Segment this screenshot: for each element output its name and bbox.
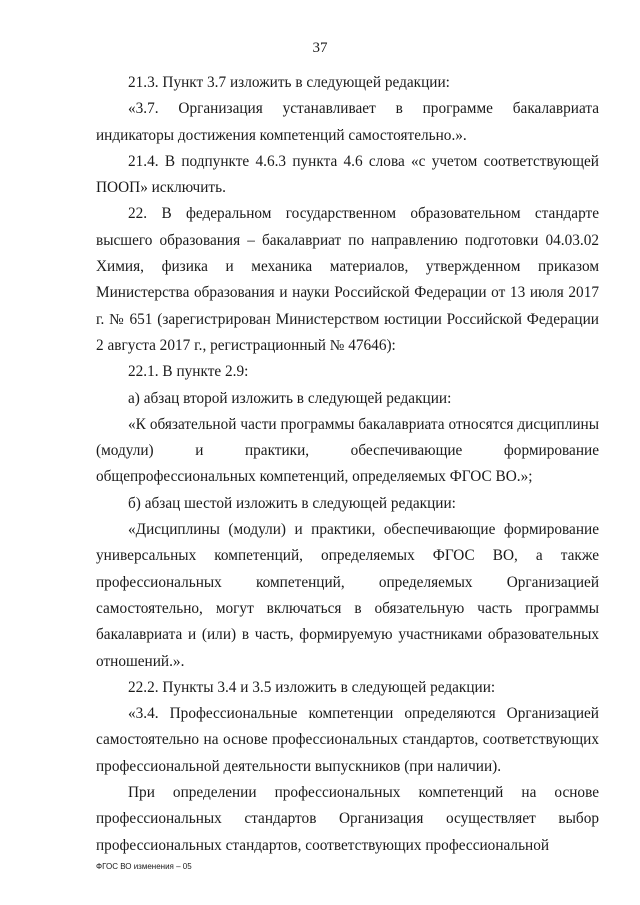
paragraph-21-4: 21.4. В подпункте 4.6.3 пункта 4.6 слова «с учетом соответствующей ПООП» исключить. (96, 152, 599, 197)
paragraph-b: б) абзац шестой изложить в следующей редакции: (128, 494, 456, 512)
paragraph-3-4: «3.4. Профессиональные компетенции определяются Организацией самостоятельно на основе профессиональных стандартов, соответствующих профессиональной деятельности выпускников (при наличии). (96, 705, 599, 775)
paragraph-pri-opredelenii: При определении профессиональных компетенций на основе профессиональных стандартов Организация осуществляет выбор профессиональных стандартов, соответствующих профессиональной (96, 784, 599, 854)
paragraph-a: а) абзац второй изложить в следующей редакции: (128, 389, 452, 407)
document-body (96, 70, 599, 859)
paragraph-22: 22. В федеральном государственном образовательном стандарте высшего образования – бакалавриат по направлению подготовки 04.03.02 Химия, физика и механика материалов, утвержденном приказом Министерства образования и науки Российской Федерации от 13 июля 2017 г. № 651 (зарегистрирован Министерством юстиции Российской Федерации 2 августа 2017 г., регистрационный № 47646): (96, 205, 599, 354)
footer-note: ФГОС ВО изменения – 05 (96, 862, 192, 871)
paragraph-22-2: 22.2. Пункты 3.4 и 3.5 изложить в следующей редакции: (128, 678, 496, 696)
paragraph-22-1: 22.1. В пункте 2.9: (128, 363, 249, 381)
paragraph-3-7: «3.7. Организация устанавливает в программе бакалавриата индикаторы достижения компетенций самостоятельно.». (96, 100, 599, 144)
paragraph-quote-k: «К обязательной части программы бакалавриата относятся дисциплины (модули) и практики, обеспечивающие формирование общепрофессиональных компетенций, определяемых ФГОС ВО.»; (96, 415, 599, 486)
paragraph-quote-disciplines: «Дисциплины (модули) и практики, обеспечивающие формирование универсальных компетенций, определяемых ФГОС ВО, а также профессиональных компетенций, определяемых Организацией самостоятельно, могут включаться в обязательную часть программы бакалавриата и (или) в часть, формируемую участниками образовательных отношений.». (96, 521, 599, 670)
paragraph-21-3: 21.3. Пункт 3.7 изложить в следующей редакции: (128, 74, 450, 91)
page-number: 37 (312, 40, 328, 56)
